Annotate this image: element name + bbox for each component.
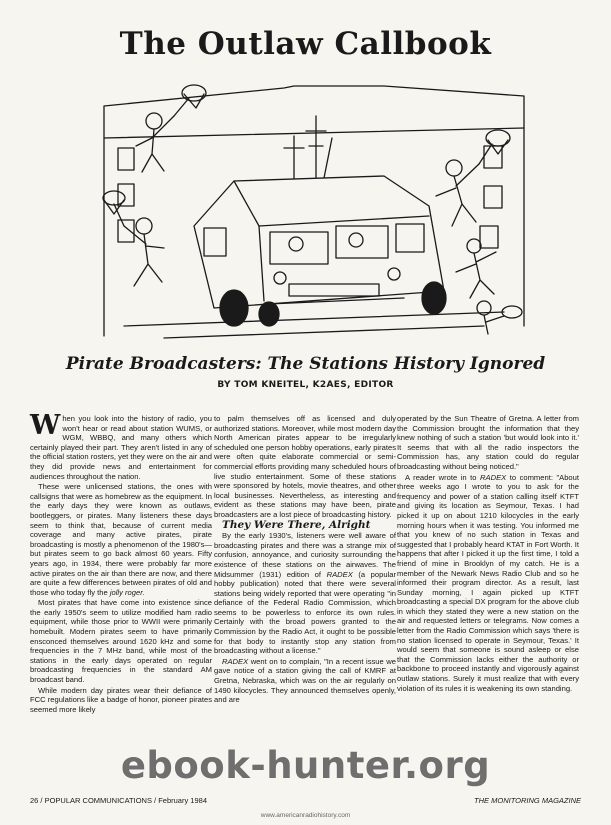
- text-column-2: [214, 414, 396, 706]
- paragraph: These were unlicensed stations, the ones with callsigns that were as homebrew as the equipment. In the early days they were known as outlaws, bootleggers, or pirates. Many listeners these days seem to think that, because of current media coverage and many active pirates, pirate broadcasting is mostly a phenomenon of the 1980's—but pirates seem to go back almost 60 years. Fifty years ago, in 1934, there were probably far more active pirates on the air than there are now, and there are quite a few differences between pirates of old and those who today fly the jolly roger.: [30, 482, 212, 597]
- article-title: The Outlaw Callbook: [119, 26, 492, 62]
- paragraph: While modern day pirates wear their defiance of FCC regulations like a badge of honor, pioneer pirates seemed more likely: [30, 685, 212, 714]
- paragraph: A reader wrote in to RADEX to comment: "About three weeks ago I wrote to you to ask for the frequency and power of a station calling itself KTFT and giving its location as Seymour, Texas. I had picked it up on about 1210 kilocycles in the early morning hours when it was testing. You informed me that you knew of no such station in Texas and suggested that I probably heard KTAT in Fort Worth. It happens that after I picked it up the first time, I told a friend of mine in Brooklyn of my catch. He is a member of the Newark News Radio Club and so he informed their program director. As a result, last Sunday morning, I again picked up KTFT broadcasting a special DX program for the above club in which they stated they were a new station on the air and requested letters or telegrams. Now comes a letter from the Radio Commission which says 'there is no station licensed to operate in Seymour, Texas.' It would seem that someone is sound asleep or else that the Commission lacks either the authority or backbone to proceed instantly and vigorously against outlaw stations. Surely it must realize that with every violation of its rules it is weakening its own standing.: [397, 472, 579, 693]
- paragraph: When you look into the history of radio, you won't hear or read about station WUMS, or WGM, WBBQ, and many others which certainly played their part. They aren't listed in any of the official station rosters, yet they were on the air and they did provide news and entertainment for audiences throughout the nation.: [30, 410, 212, 481]
- footer-folio: 26 / POPULAR COMMUNICATIONS / February 1984: [30, 796, 207, 805]
- footer-magazine-tagline: THE MONITORING MAGAZINE: [474, 796, 581, 805]
- pirate-van-illustration: [84, 76, 532, 348]
- page-footer: [30, 796, 581, 806]
- watermark: ebook-hunter.org: [120, 744, 491, 787]
- drop-cap: W: [30, 410, 61, 441]
- text-column-3: [397, 414, 579, 694]
- article-byline: BY TOM KNEITEL, K2AES, EDITOR: [217, 380, 394, 390]
- paragraph: By the early 1930's, listeners were well aware of broadcasting pirates and there was a strange mix of confusion, annoyance, and curiosity surrounding the existence of these stations on the airwaves. The Midsummer (1931) edition of RADEX (a popular hobby publication) noted that there were several stations being widely reported that were operating "in defiance of the Federal Radio Commission, which seems to be powerless to enforce its own rules. Certainly with the broad powers granted to the Commission by the Radio Act, it ought to be possible for that body to instantly stop any station from broadcasting without a license.": [214, 531, 396, 656]
- text-column-1: [30, 410, 212, 715]
- paragraph: to palm themselves off as licensed and duly authorized stations. Moreover, while most modern day North American pirates appear to be irregularly scheduled one person hobby operations, early pirates were often quite elaborate commercial or semi-commercial efforts providing many scheduled hours of live studio entertainment. Some of these stations were sponsored by hotels, movie theatres, and other local businesses. Nevertheless, as interesting and evident as these stations may have been, pirate broadcasters are a lost piece of broadcasting history.: [214, 414, 396, 519]
- paragraph: Most pirates that have come into existence since the early 1950's seem to utilize modified ham radio equipment, while those prior to WWII were primarily homebuilt. Modern pirates seem to have primarily ensconced themselves around 1620 kHz and some frequencies in the 7 MHz band, while most of the stations in the early days operated on regular broadcasting frequencies in the standard AM broadcast band.: [30, 598, 212, 685]
- article-subtitle: Pirate Broadcasters: The Stations History Ignored: [65, 354, 546, 374]
- source-url: www.americanradiohistory.com: [260, 812, 351, 819]
- paragraph: RADEX went on to complain, "In a recent issue we gave notice of a station giving the call of KMRF at Gretna, Nebraska, which was on the air regularly on 1490 kilocycles. They announced themselves openly, and are: [214, 656, 396, 705]
- paragraph: operated by the Sun Theatre of Gretna. A letter from the Commission brought the information that they knew nothing of such a station 'but would look into it.' It seems that with all the radio inspectors the Commission has, any station could do regular broadcasting without being noticed.": [397, 414, 579, 471]
- section-subhead: They Were There, Alright: [222, 518, 371, 531]
